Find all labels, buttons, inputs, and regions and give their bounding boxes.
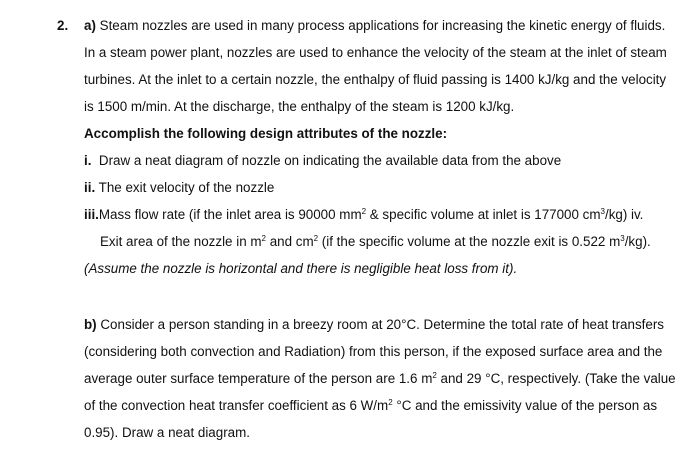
item-ii-text: The exit velocity of the nozzle xyxy=(98,180,275,195)
superscript: 2 xyxy=(361,207,367,216)
part-a-intro-line: Steam nozzles are used in many process applications for increasing the kinetic energy of fluids. xyxy=(99,18,666,33)
superscript: 2 xyxy=(313,234,319,243)
part-a-intro-line: is 1500 m/min. At the discharge, the enthalpy of the steam is 1200 kJ/kg. xyxy=(84,99,515,114)
item-iii-text-mid: & specific volume at inlet is 177000 cm xyxy=(366,207,601,222)
item-i xyxy=(84,152,561,170)
item-iv-text-mid2: (if the specific volume at the nozzle exit is 0.522 m xyxy=(318,234,621,249)
superscript: 3 xyxy=(620,234,625,243)
item-iii-text-pre: Mass flow rate (if the inlet area is 90000 mm xyxy=(98,207,362,222)
item-iv-text-mid1: and cm xyxy=(265,234,314,249)
item-i-label: i. xyxy=(84,153,92,168)
part-b-text: Consider a person standing in a breezy room at 20°C. Determine the total rate of heat transfers xyxy=(100,317,664,332)
item-iv xyxy=(100,233,651,251)
part-b-line xyxy=(84,370,676,388)
part-b-text: °C and the emissivity value of the person as xyxy=(392,398,658,413)
part-b-text: of the convection heat transfer coefficient as 6 W/m xyxy=(84,398,389,413)
superscript: 2 xyxy=(388,398,393,407)
item-i-text: Draw a neat diagram of nozzle on indicating the available data from the above xyxy=(98,153,562,168)
part-b-line xyxy=(84,397,657,415)
item-iii-text-post: /kg) iv. xyxy=(604,207,644,222)
part-a-intro-line: turbines. At the inlet to a certain nozzle, the enthalpy of fluid passing is 1400 kJ/kg and the velocity xyxy=(84,72,667,87)
superscript: 3 xyxy=(600,207,605,216)
part-b-label: b) xyxy=(84,317,97,332)
item-ii-label: ii. xyxy=(84,180,96,195)
superscript: 2 xyxy=(432,371,437,380)
item-iii-label: iii. xyxy=(84,207,99,222)
question-number: 2. xyxy=(57,18,69,33)
question-line xyxy=(57,17,68,35)
part-a-intro-line: In a steam power plant, nozzles are used to enhance the velocity of the steam at the inlet of steam xyxy=(84,45,667,60)
item-iii xyxy=(84,206,643,224)
part-b-text: average outer surface temperature of the person are 1.6 m xyxy=(84,371,433,386)
part-b-line xyxy=(84,316,664,334)
item-ii xyxy=(84,179,274,197)
task-heading: Accomplish the following design attributes of the nozzle: xyxy=(84,126,448,141)
part-b-line: (considering both convection and Radiation) from this person, if the exposed surface area and the xyxy=(84,344,663,359)
part-b-text: and 29 °C, respectively. (Take the value xyxy=(436,371,676,386)
part-a-label: a) xyxy=(84,18,96,33)
assumption-note: (Assume the nozzle is horizontal and there is negligible heat loss from it). xyxy=(84,261,518,276)
part-b-line: 0.95). Draw a neat diagram. xyxy=(84,425,250,440)
item-iv-text-pre: Exit area of the nozzle in m xyxy=(100,234,262,249)
item-iv-text-post: /kg). xyxy=(624,234,651,249)
question-line xyxy=(84,17,665,35)
superscript: 2 xyxy=(261,234,266,243)
